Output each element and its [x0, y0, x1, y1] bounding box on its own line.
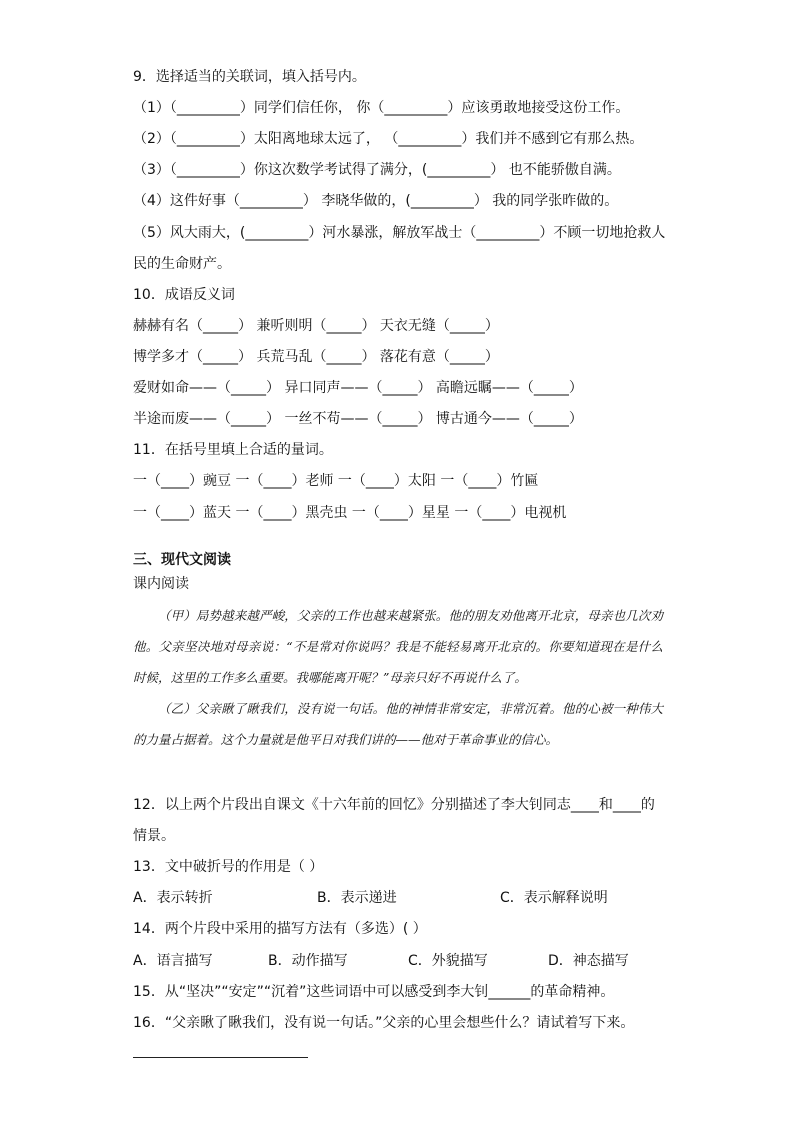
q10-row-3: 爱财如命——（_____） 异口同声——（_____） 高瞻远瞩——（_____）: [133, 380, 583, 396]
section-heading: 三、现代文阅读: [133, 552, 231, 568]
q10-title: 10．成语反义词: [133, 287, 235, 303]
q9-item-5-cont: 民的生命财产。: [133, 256, 231, 272]
q12-line-1: 12．以上两个片段出自课文《十六年前的回忆》分别描述了李大钊同志____和____的: [133, 797, 655, 813]
q9-item-3: （3）（_________）你这次数学考试得了满分，(_________） 也不能骄傲自满。: [133, 162, 621, 178]
q13-option-c: C．表示解释说明: [500, 890, 608, 906]
q9-item-4: （4）这件好事（_________） 李晓华做的，(_________） 我的同学张昨做的。: [133, 193, 619, 209]
passage-jia: （甲）局势越来越严峻，父亲的工作也越来越紧张。他的朋友劝他离开北京，母亲也几次劝他。父亲坚决地对母亲说：“不是常对你说吗？我是不能轻易离开北京的。你要知道现在是什么时候，这里的工作多么重要。我哪能离开呢？”母亲只好不再说什么了。: [133, 608, 663, 685]
q14-option-c: C．外貌描写: [408, 953, 488, 969]
q10-row-1: 赫赫有名（_____） 兼听则明（_____） 天衣无缝（_____）: [133, 318, 499, 334]
q12-line-2: 情景。: [133, 828, 175, 844]
passage-yi: （乙）父亲瞅了瞅我们，没有说一句话。他的神情非常安定，非常沉着。他的心被一种伟大的力量占据着。这个力量就是他平日对我们讲的——他对于革命事业的信心。: [133, 701, 663, 747]
q9-item-1: （1）（_________）同学们信任你， 你（_________）应该勇敢地接受这份工作。: [133, 100, 630, 116]
q11-row-2: 一（____）蓝天 一（____）黑壳虫 一（____）星星 一（____）电视机: [133, 505, 567, 521]
q14-option-b: B．动作描写: [268, 953, 348, 969]
q16-stem: 16．“父亲瞅了瞅我们，没有说一句话。”父亲的心里会想些什么？请试着写下来。: [133, 1015, 635, 1031]
q9-title: 9．选择适当的关联词，填入括号内。: [133, 69, 366, 85]
answer-line[interactable]: [133, 1057, 308, 1058]
q9-item-5: （5）风大雨大，(_________）河水暴涨，解放军战士（_________）不顾一切地抢救人: [133, 225, 666, 241]
q11-title: 11．在括号里填上合适的量词。: [133, 442, 333, 458]
q14-option-a: A．语言描写: [133, 953, 213, 969]
q15-stem: 15．从“坚决”“安定”“沉着”这些词语中可以感受到李大钊______的革命精神。: [133, 984, 615, 1000]
q13-option-b: B．表示递进: [317, 890, 397, 906]
reading-passage: [133, 600, 663, 755]
q9-item-2: （2）（_________）太阳离地球太远了， （_________）我们并不感到它有那么热。: [133, 131, 644, 147]
q14-option-d: D．神态描写: [548, 953, 629, 969]
q10-row-2: 博学多才（_____） 兵荒马乱（_____） 落花有意（_____）: [133, 349, 499, 365]
q10-row-4: 半途而废——（_____） 一丝不苟——（_____） 博古通今——（_____）: [133, 411, 583, 427]
q13-option-a: A．表示转折: [133, 890, 213, 906]
q13-stem: 13．文中破折号的作用是（ ）: [133, 859, 324, 875]
q14-stem: 14．两个片段中采用的描写方法有（多选）( ）: [133, 921, 427, 937]
q11-row-1: 一（____）豌豆 一（____）老师 一（____）太阳 一（____）竹匾: [133, 473, 539, 489]
section-subheading: 课内阅读: [133, 576, 189, 592]
